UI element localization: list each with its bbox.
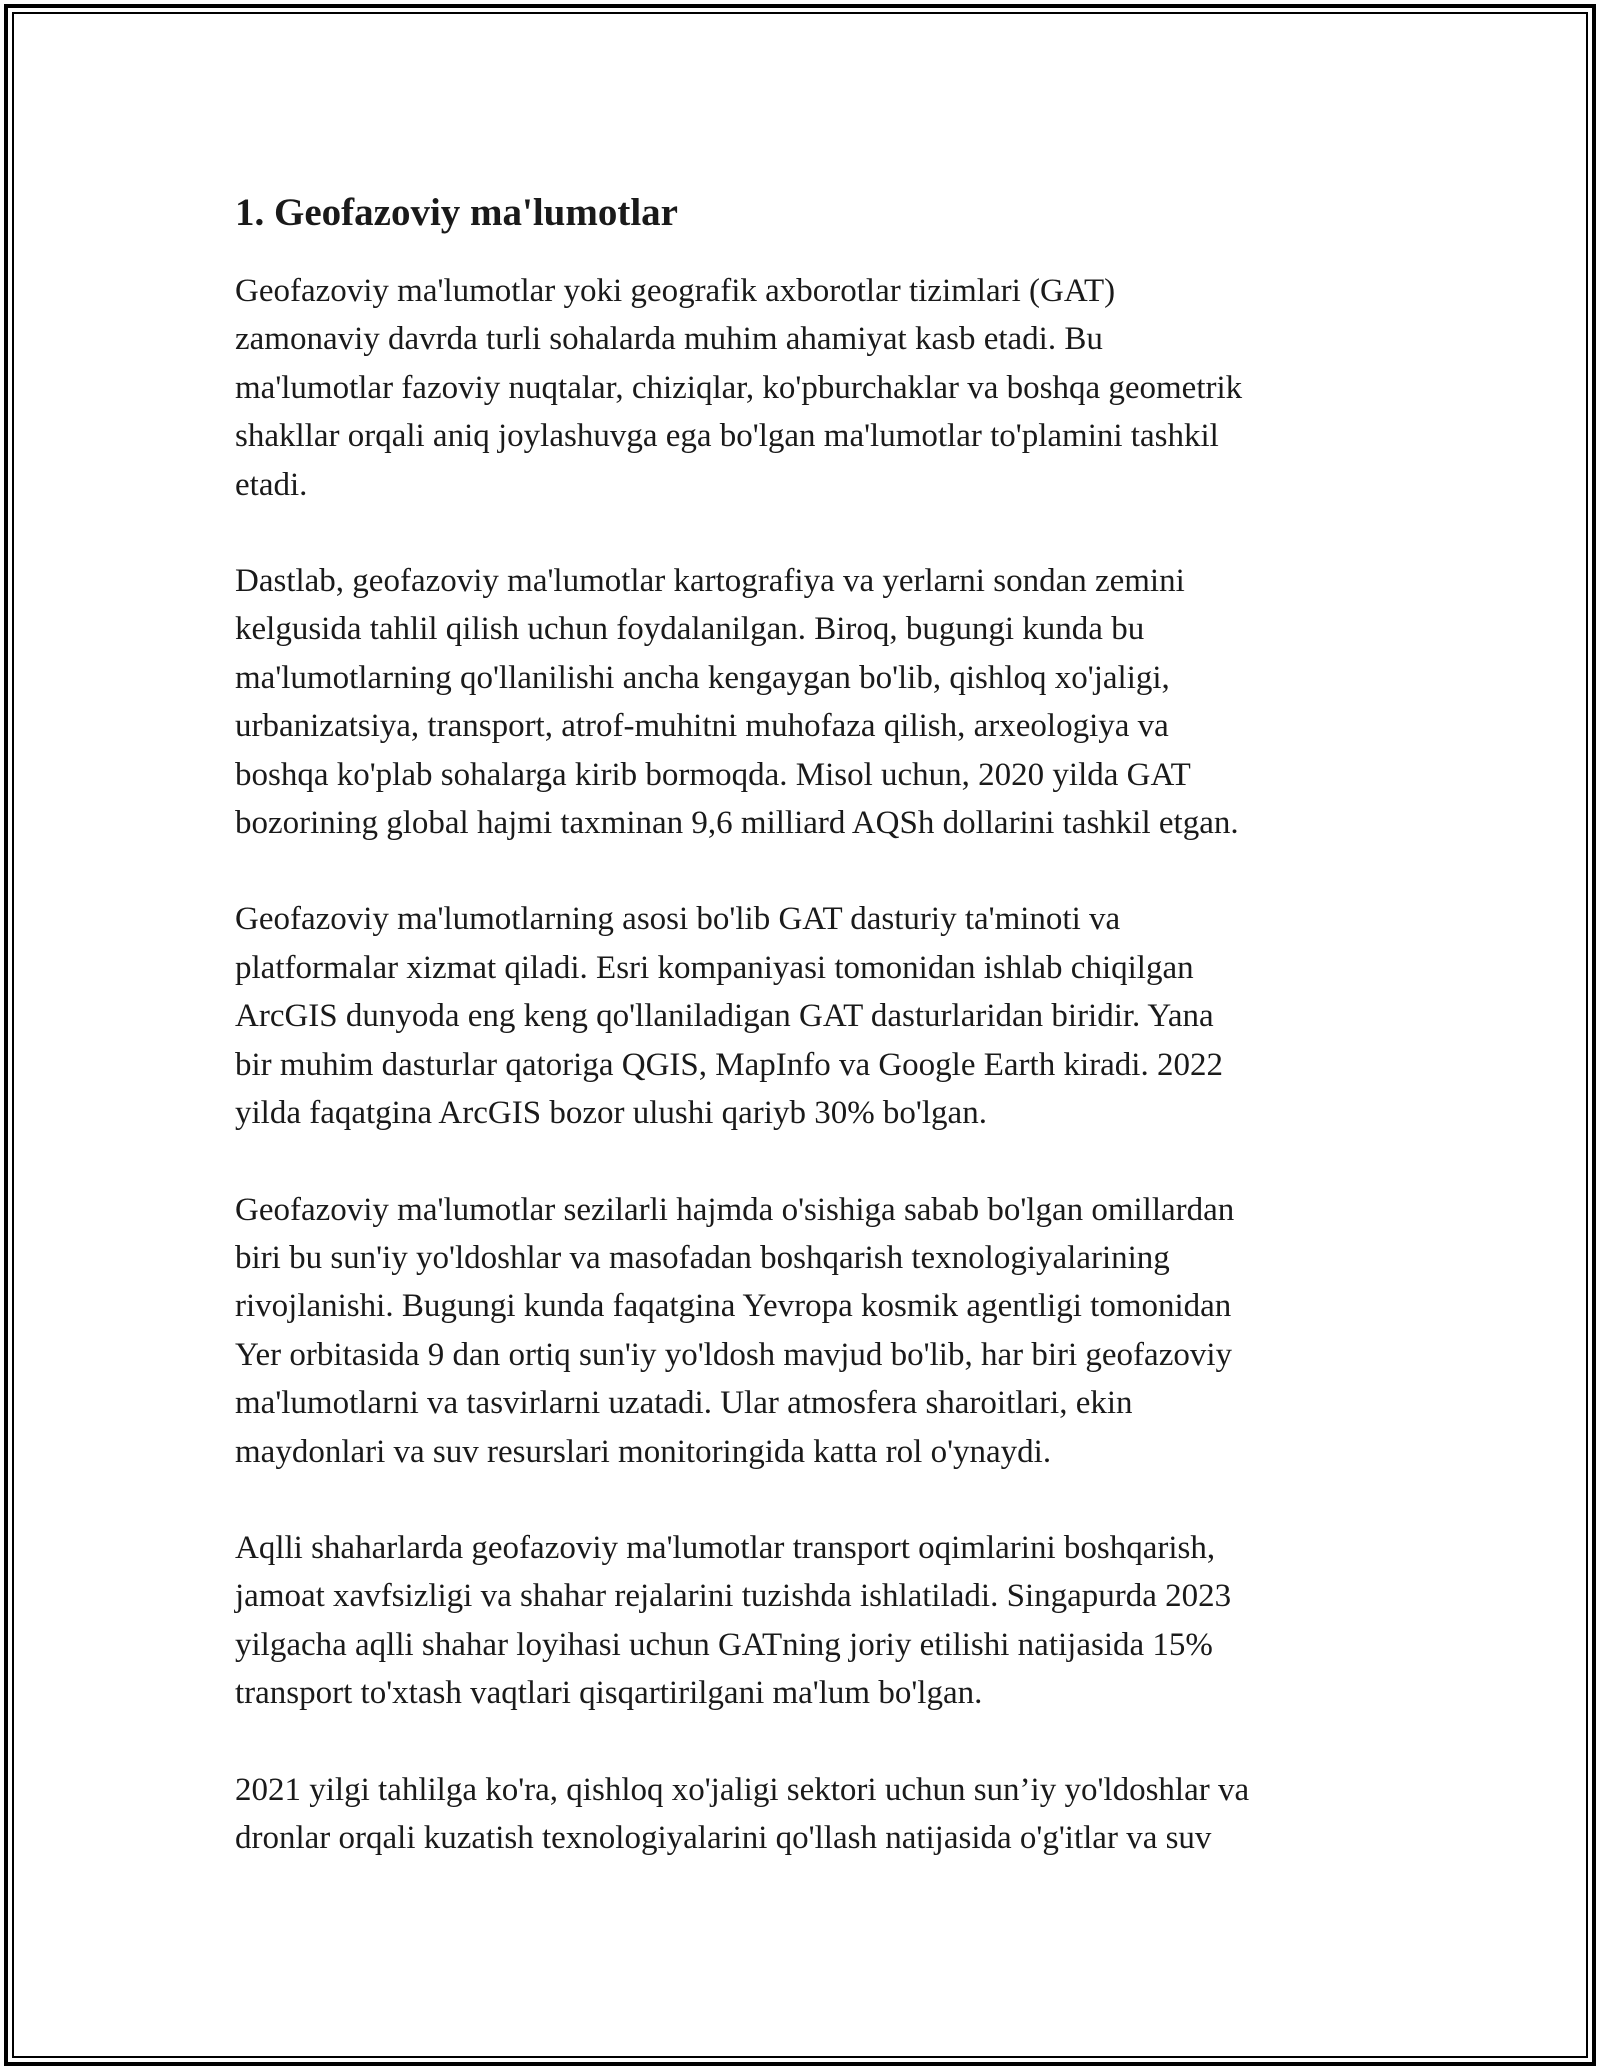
paragraph-6: 2021 yilgi tahlilga ko'ra, qishloq xo'jaligi sektori uchun sun’iy yo'ldoshlar va dronlar orqali kuzatish texnologiyalarini qo'llash natijasida o'g'itlar va suv	[235, 1771, 1250, 1856]
section-heading: 1. Geofazoviy ma'lumotlar	[235, 191, 678, 234]
paragraph-3: Geofazoviy ma'lumotlarning asosi bo'lib GAT dasturiy ta'minoti va platformalar xizmat qiladi. Esri kompaniyasi tomonidan ishlab chiqilgan ArcGIS dunyoda eng keng qo'llaniladigan GAT dasturlaridan biridir. Yana bir muhim dasturlar qatoriga QGIS, MapInfo va Google Earth kiradi. 2022 yilda faqatgina ArcGIS bozor ulushi qariyb 30% bo'lgan.	[235, 901, 1223, 1132]
document-body	[235, 185, 1375, 1910]
paragraph-2: Dastlab, geofazoviy ma'lumotlar kartografiya va yerlarni sondan zemini kelgusida tahlil qilish uchun foydalanilgan. Biroq, bugungi kunda bu ma'lumotlarning qo'llanilishi ancha kengaygan bo'lib, qishloq xo'jaligi, urbanizatsiya, transport, atrof-muhitni muhofaza qilish, arxeologiya va boshqa ko'plab sohalarga kirib bormoqda. Misol uchun, 2020 yilda GAT bozorining global hajmi taxminan 9,6 milliard AQSh dollarini tashkil etgan.	[235, 563, 1239, 842]
paragraph-1: Geofazoviy ma'lumotlar yoki geografik axborotlar tizimlari (GAT) zamonaviy davrda turli sohalarda muhim ahamiyat kasb etadi. Bu ma'lumotlar fazoviy nuqtalar, chiziqlar, ko'pburchaklar va boshqa geometrik shakllar orqali aniq joylashuvga ega bo'lgan ma'lumotlar to'plamini tashkil etadi.	[235, 273, 1243, 503]
paragraph-4: Geofazoviy ma'lumotlar sezilarli hajmda o'sishiga sabab bo'lgan omillardan biri bu sun'iy yo'ldoshlar va masofadan boshqarish texnologiyalarining rivojlanishi. Bugungi kunda faqatgina Yevropa kosmik agentligi tomonidan Yer orbitasida 9 dan ortiq sun'iy yo'ldosh mavjud bo'lib, har biri geofazoviy ma'lumotlarni va tasvirlarni uzatadi. Ular atmosfera sharoitlari, ekin maydonlari va suv resurslari monitoringida katta rol o'ynaydi.	[235, 1191, 1235, 1470]
paragraph-5: Aqlli shaharlarda geofazoviy ma'lumotlar transport oqimlarini boshqarish, jamoat xavfsizligi va shahar rejalarini tuzishda ishlatiladi. Singapurda 2023 yilgacha aqlli shahar loyihasi uchun GATning joriy etilishi natijasida 15% transport to'xtash vaqtlari qisqartirilgani ma'lum bo'lgan.	[235, 1529, 1232, 1712]
